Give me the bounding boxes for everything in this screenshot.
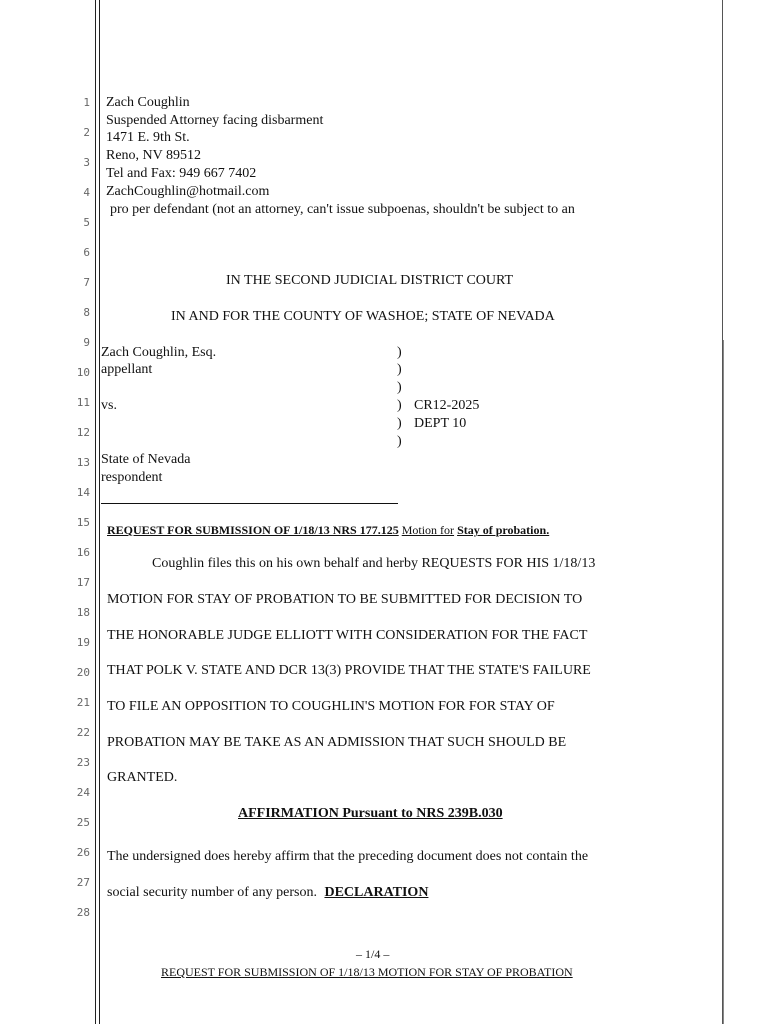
title-part-3: Stay of probation. [457,523,550,537]
body-line: GRANTED. [107,770,178,785]
appellant-name: Zach Coughlin, Esq. [101,345,217,360]
caption-paren: ) [397,398,402,413]
caption-paren: ) [397,380,402,395]
body-line: Coughlin files this on his own behalf and herby REQUESTS FOR HIS 1/18/13 [152,556,596,571]
line-number: 19 [76,636,90,649]
line-number: 5 [83,216,90,229]
versus: vs. [101,398,117,413]
header-status: Suspended Attorney facing disbarment [106,113,324,128]
line-number: 22 [76,726,90,739]
line-number: 23 [76,756,90,769]
line-number: 12 [76,426,90,439]
line-number: 14 [76,486,90,499]
affirmation-heading: AFFIRMATION Pursuant to NRS 239B.030 [238,806,503,821]
line-number: 9 [83,336,90,349]
line-number: 4 [83,186,90,199]
title-part-1: REQUEST FOR SUBMISSION OF 1/18/13 NRS 177.125 [107,523,399,537]
body-line: PROBATION MAY BE TAKE AS AN ADMISSION THAT SUCH SHOULD BE [107,735,567,750]
line-number: 16 [76,546,90,559]
line-number: 25 [76,816,90,829]
respondent-name: State of Nevada [101,452,191,467]
line-number: 8 [83,306,90,319]
affirmation-text: social security number of any person. [107,885,317,900]
header-pro-per: pro per defendant (not an attorney, can't issue subpoenas, shouldn't be subject to an [110,202,575,217]
right-margin-rule-shadow [723,340,724,1024]
line-number: 26 [76,846,90,859]
header-name: Zach Coughlin [106,95,190,110]
body-line: THE HONORABLE JUDGE ELLIOTT WITH CONSIDERATION FOR THE FACT [107,628,588,643]
line-number: 10 [76,366,90,379]
line-number: 7 [83,276,90,289]
line-number: 28 [76,906,90,919]
line-number: 6 [83,246,90,259]
line-number: 20 [76,666,90,679]
line-number: 18 [76,606,90,619]
case-number: CR12-2025 [414,398,480,413]
left-margin-rule-inner [99,0,100,1024]
left-margin-rule-outer [95,0,96,1024]
line-number: 24 [76,786,90,799]
caption-paren: ) [397,345,402,360]
line-number: 15 [76,516,90,529]
page-number: – 1/4 – [356,947,390,961]
line-number: 11 [76,396,90,409]
document-title [107,522,549,538]
body-line: MOTION FOR STAY OF PROBATION TO BE SUBMITTED FOR DECISION TO [107,592,583,607]
respondent-role: respondent [101,470,163,485]
affirmation-line [107,885,428,901]
title-part-2: Motion for [401,523,455,537]
affirmation-line: The undersigned does hereby affirm that the preceding document does not contain the [107,849,589,864]
body-line: THAT POLK V. STATE AND DCR 13(3) PROVIDE THAT THE STATE'S FAILURE [107,663,591,678]
line-number: 13 [76,456,90,469]
court-county: IN AND FOR THE COUNTY OF WASHOE; STATE OF NEVADA [171,309,555,324]
department: DEPT 10 [414,416,467,431]
line-number: 27 [76,876,90,889]
header-city: Reno, NV 89512 [106,148,202,163]
caption-underline [101,503,398,504]
line-number: 21 [76,696,90,709]
caption-paren: ) [397,434,402,449]
header-phone: Tel and Fax: 949 667 7402 [106,166,257,181]
declaration-heading: DECLARATION [324,885,429,900]
court-name: IN THE SECOND JUDICIAL DISTRICT COURT [226,273,514,288]
line-number: 3 [83,156,90,169]
header-street: 1471 E. 9th St. [106,130,190,145]
line-number: 2 [83,126,90,139]
caption-paren: ) [397,362,402,377]
footer-title: REQUEST FOR SUBMISSION OF 1/18/13 MOTION FOR STAY OF PROBATION [161,965,573,979]
appellant-role: appellant [101,362,153,377]
body-line: TO FILE AN OPPOSITION TO COUGHLIN'S MOTION FOR FOR STAY OF [107,699,555,714]
line-number: 1 [83,96,90,109]
header-email: ZachCoughlin@hotmail.com [106,184,270,199]
line-number: 17 [76,576,90,589]
caption-paren: ) [397,416,402,431]
